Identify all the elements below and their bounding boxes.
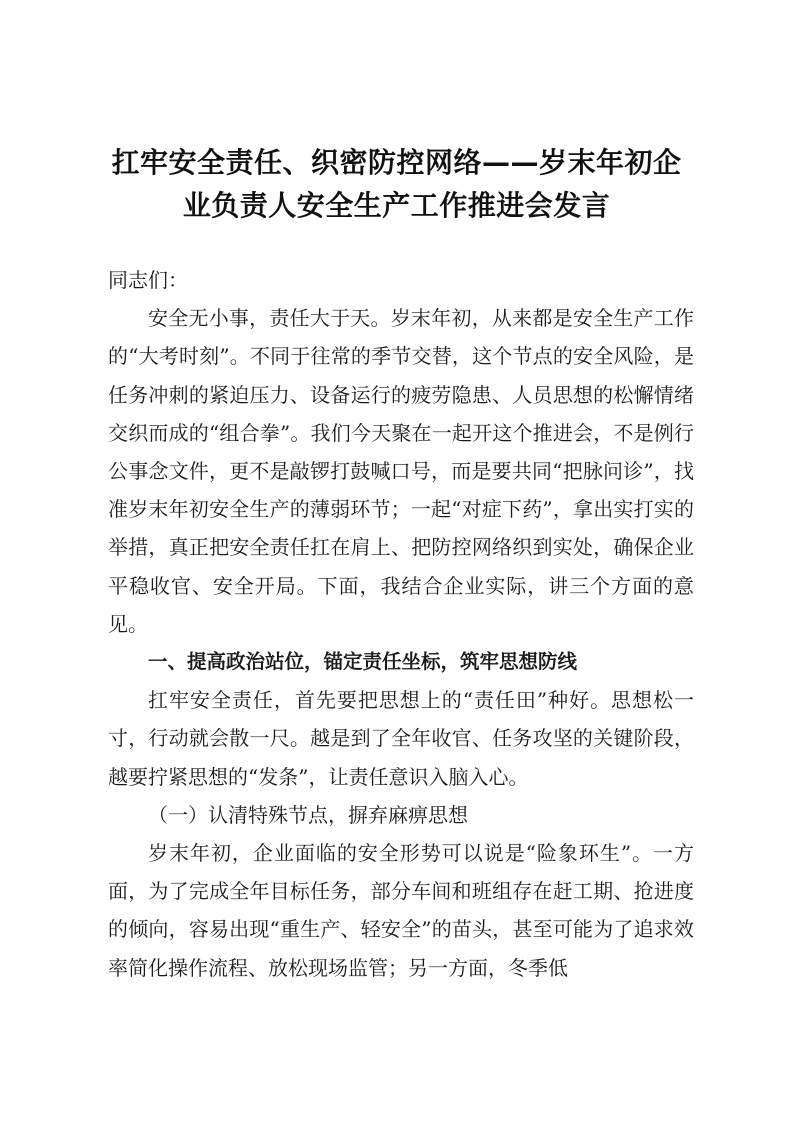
paragraph-section-1: 扛牢安全责任，首先要把思想上的“责任田”种好。思想松一寸，行动就会散一尺。越是到了全年收官、任务攻坚的关键阶段，越要拧紧思想的“发条”，让责任意识入脑入心。 xyxy=(108,688,694,789)
title-line-1: 扛牢安全责任、织密防控网络——岁末年初企 xyxy=(111,146,682,179)
document-body xyxy=(108,261,694,987)
salutation: 同志们： xyxy=(108,268,188,292)
document-title xyxy=(100,141,693,227)
paragraph-subsection-1: 岁末年初，企业面临的安全形势可以说是“险象环生”。一方面，为了完成全年目标任务，部分车间和班组存在赶工期、抢进度的倾向，容易出现“重生产、轻安全”的苗头，甚至可能为了追求效率简化操作流程、放松现场监管；另一方面，冬季低 xyxy=(108,841,694,980)
subsection-heading-1: （一）认清特殊节点，摒弃麻痹思想 xyxy=(148,802,468,827)
section-heading-1: 一、提高政治站位，锚定责任坐标，筑牢思想防线 xyxy=(148,650,578,674)
title-line-2: 业负责人安全生产工作推进会发言 xyxy=(182,189,611,222)
paragraph-intro: 安全无小事，责任大于天。岁末年初，从来都是安全生产工作的“大考时刻”。不同于往常的季节交替，这个节点的安全风险，是任务冲刺的紧迫压力、设备运行的疲劳隐患、人员思想的松懈情绪交织而成的“组合拳”。我们今天聚在一起开这个推进会，不是例行公事念文件，更不是敲锣打鼓喊口号，而是要共同“把脉问诊”，找准岁末年初安全生产的薄弱环节；一起“对症下药”，拿出实打实的举措，真正把安全责任扛在肩上、把防控网络织到实处，确保企业平稳收官、安全开局。下面，我结合企业实际，讲三个方面的意见。 xyxy=(108,306,694,636)
